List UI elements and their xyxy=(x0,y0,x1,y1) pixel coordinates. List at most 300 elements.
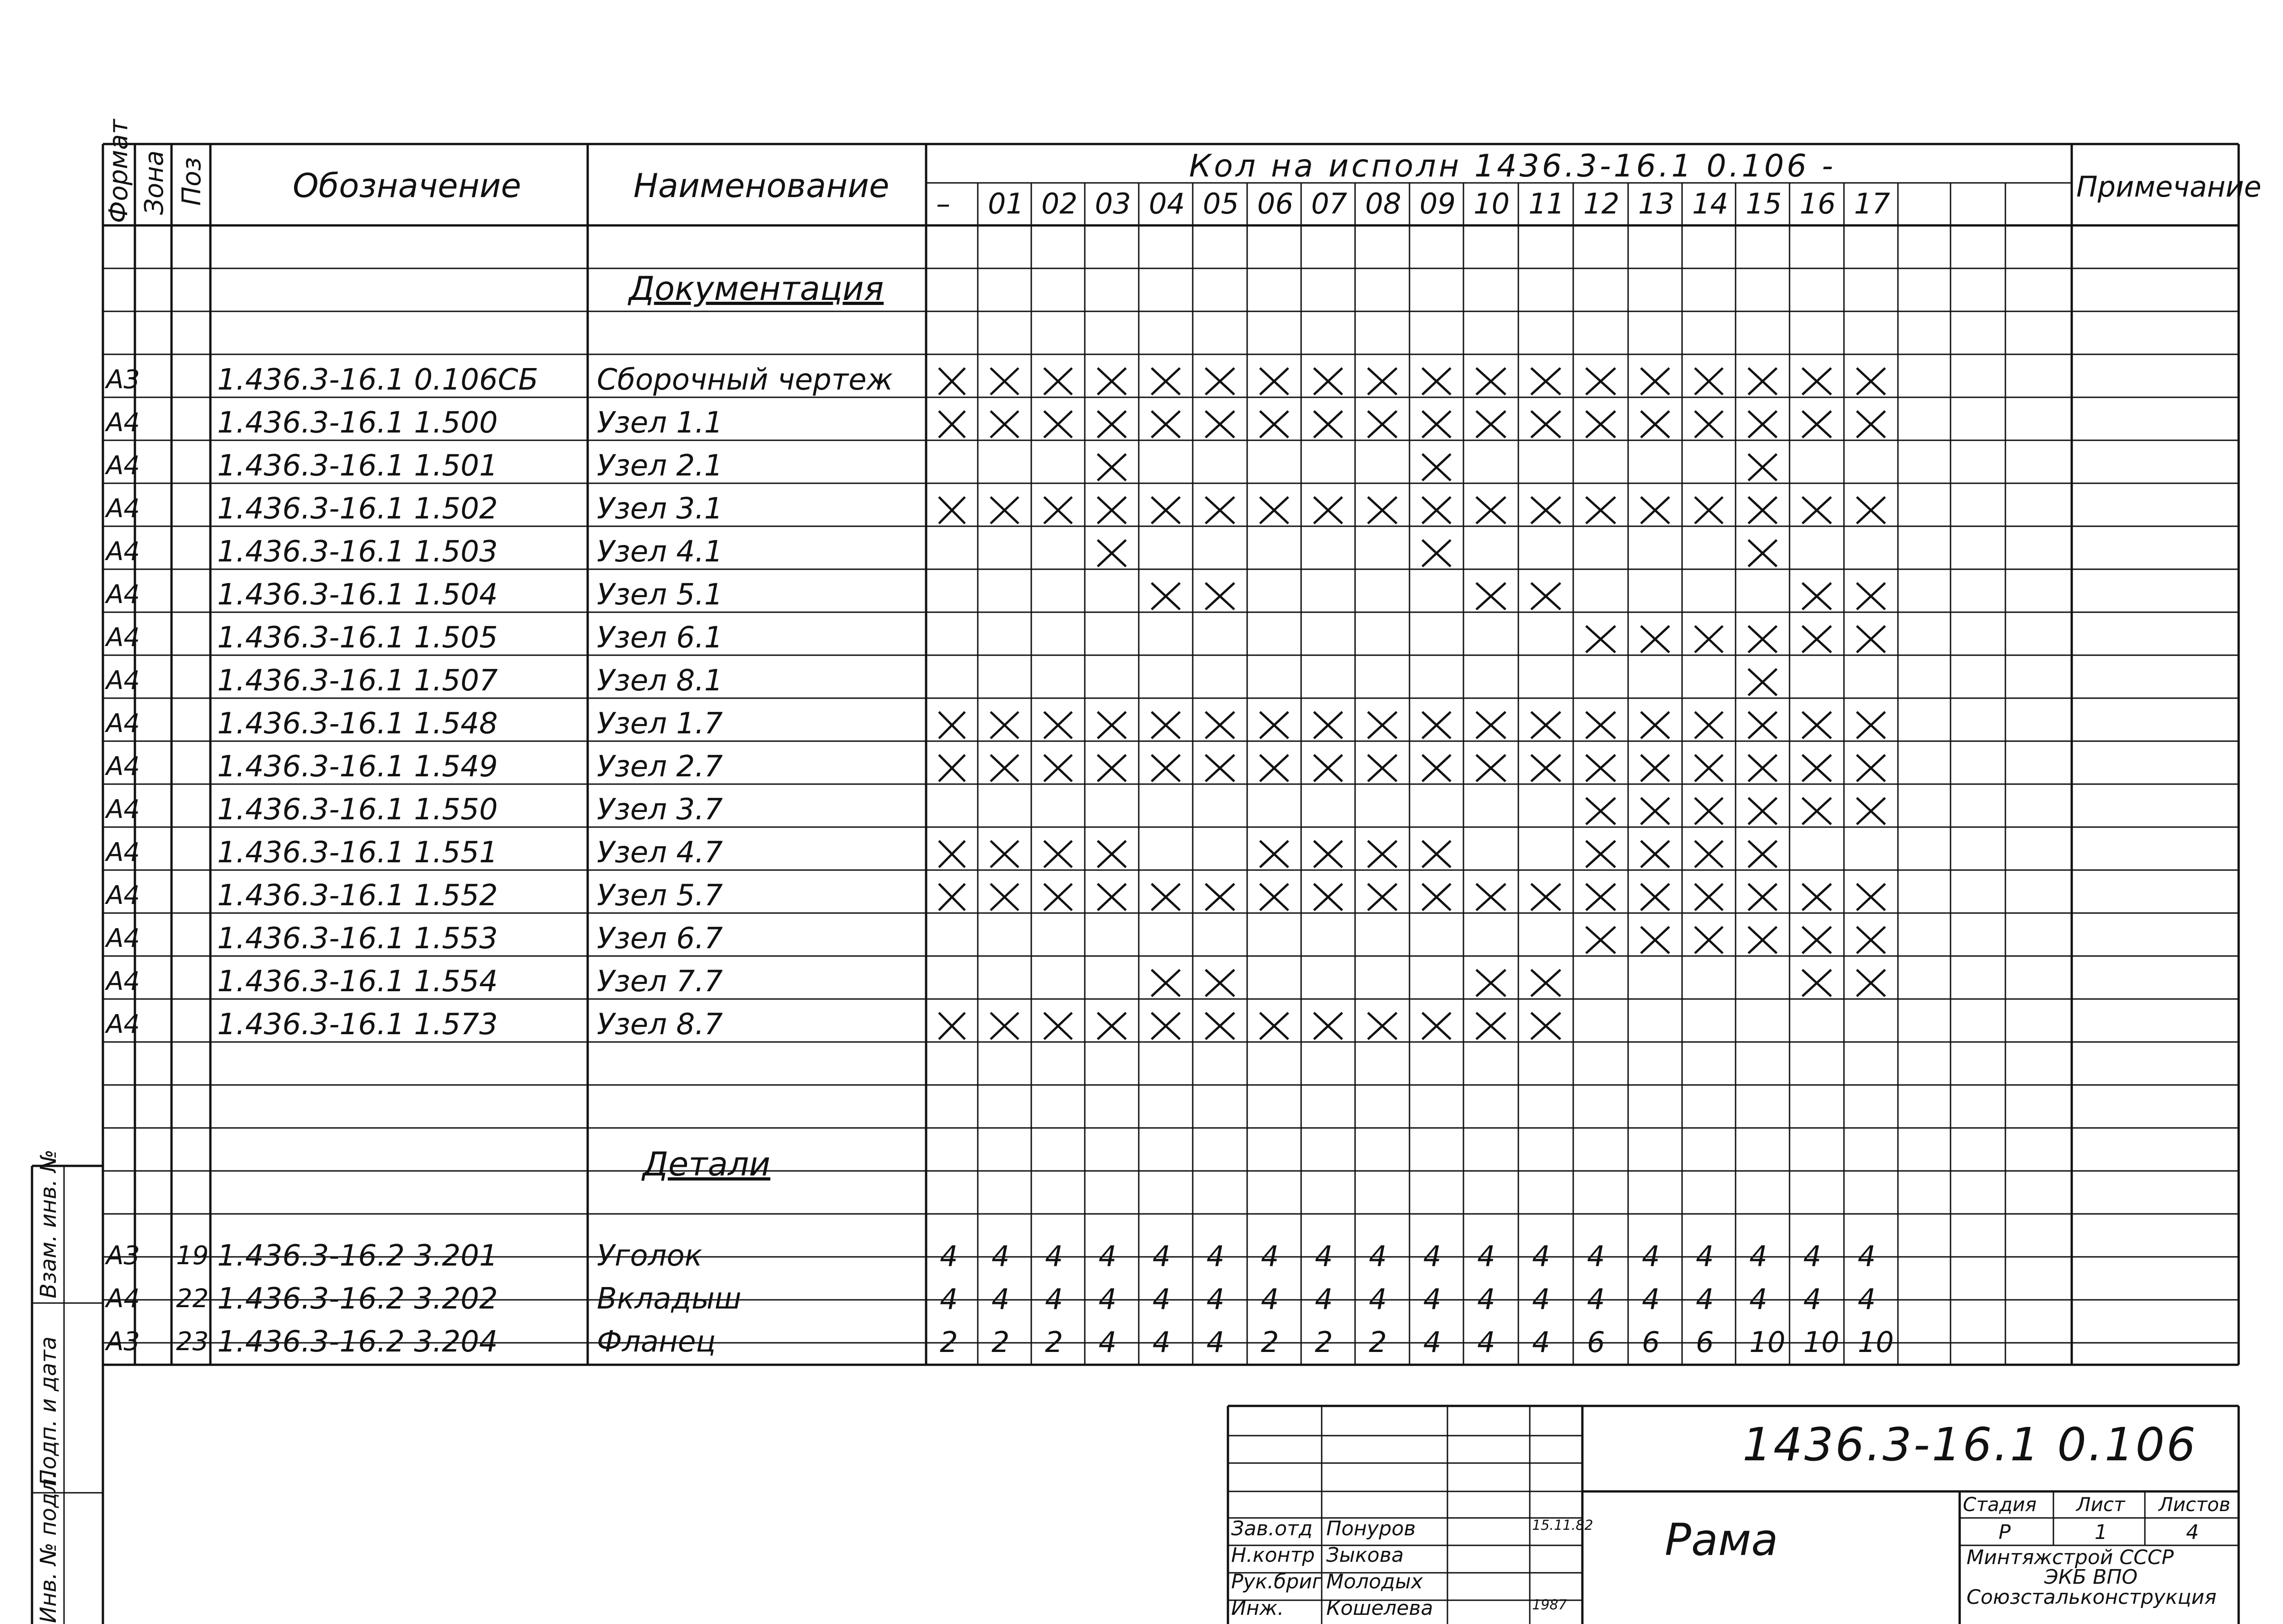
mark-x xyxy=(1422,454,1451,481)
header-name: Наименование xyxy=(633,166,890,205)
mark-x xyxy=(1641,841,1669,867)
signer-role: Рук.бриг xyxy=(1231,1570,1323,1593)
qty-cell: 4 xyxy=(1206,1282,1225,1316)
row-format: А3 xyxy=(106,1241,140,1271)
mark-x xyxy=(1368,712,1397,738)
qty-cell: 2 xyxy=(1315,1325,1333,1359)
qty-cell: 6 xyxy=(1696,1325,1714,1359)
qty-cell: 4 xyxy=(1369,1239,1387,1273)
row-name: Узел 6.1 xyxy=(597,621,723,655)
mark-x xyxy=(1695,626,1723,652)
mark-x xyxy=(1476,368,1506,395)
qty-cell: 4 xyxy=(1803,1282,1822,1316)
mark-x xyxy=(1802,626,1831,652)
mark-x xyxy=(1641,712,1669,738)
mark-x xyxy=(1260,884,1288,910)
mark-x xyxy=(1206,884,1234,910)
row-format: А4 xyxy=(106,666,140,695)
qty-cell: 4 xyxy=(1858,1239,1876,1273)
row-format: А4 xyxy=(106,924,140,953)
mark-x xyxy=(1260,841,1288,867)
mark-x xyxy=(1098,755,1126,781)
mark-x xyxy=(1531,970,1560,996)
row-format: А4 xyxy=(106,838,140,867)
row-designation: 1.436.3-16.1 1.504 xyxy=(217,578,498,612)
mark-x xyxy=(1260,712,1288,738)
row-format: А4 xyxy=(106,1284,140,1314)
mark-x xyxy=(1857,798,1885,824)
row-format: А4 xyxy=(106,881,140,910)
qty-cell: 4 xyxy=(991,1239,1010,1273)
org-line-3: Союзстальконструкция xyxy=(1967,1586,2217,1609)
row-designation: 1.436.3-16.1 1.550 xyxy=(217,793,498,827)
mark-x xyxy=(1476,970,1506,996)
mark-x xyxy=(1368,368,1397,395)
mark-x xyxy=(1641,927,1669,953)
row-format: А3 xyxy=(106,1327,140,1357)
signer-name: Молодых xyxy=(1326,1570,1423,1593)
stamp-replace-inv: Взам. инв. № xyxy=(36,1149,61,1298)
qty-cell: 4 xyxy=(1423,1239,1442,1273)
variant-header-2: 02 xyxy=(1041,187,1077,220)
qty-cell: 4 xyxy=(1423,1282,1442,1316)
mark-x xyxy=(1695,798,1723,824)
stamp-sign-date: Подп. и дата xyxy=(36,1336,61,1486)
mark-x xyxy=(1748,454,1777,481)
mark-x xyxy=(1422,841,1451,867)
mark-x xyxy=(1314,1013,1342,1039)
row-name: Узел 3.7 xyxy=(597,793,723,827)
mark-x xyxy=(1641,368,1669,395)
mark-x xyxy=(1314,712,1342,738)
signer-role: Н.контр xyxy=(1231,1544,1315,1567)
mark-x xyxy=(1531,411,1560,438)
stage-label: Стадия xyxy=(1963,1493,2037,1516)
signer-name: Понуров xyxy=(1326,1517,1416,1540)
mark-x xyxy=(1422,712,1451,738)
row-name: Узел 3.1 xyxy=(597,492,723,526)
mark-x xyxy=(1802,970,1831,996)
mark-x xyxy=(1152,368,1180,395)
row-name: Узел 1.7 xyxy=(597,707,723,741)
qty-cell: 4 xyxy=(1696,1282,1714,1316)
mark-x xyxy=(1098,841,1126,867)
mark-x xyxy=(1531,755,1560,781)
signer-role: Зав.отд xyxy=(1231,1517,1313,1540)
mark-x xyxy=(1152,497,1180,524)
qty-cell: 4 xyxy=(1477,1282,1495,1316)
row-designation: 1.436.3-16.1 1.501 xyxy=(217,449,498,483)
mark-x xyxy=(1260,368,1288,395)
mark-x xyxy=(1857,411,1885,438)
mark-x xyxy=(1206,755,1234,781)
mark-x xyxy=(1857,626,1885,652)
mark-x xyxy=(1476,712,1506,738)
row-designation: 1.436.3-16.1 1.573 xyxy=(217,1008,498,1042)
signer-date: 15.11.82 xyxy=(1532,1517,1593,1533)
qty-cell: 4 xyxy=(1803,1239,1822,1273)
mark-x xyxy=(1098,411,1126,438)
mark-x xyxy=(1152,884,1180,910)
mark-x xyxy=(991,1013,1018,1039)
row-format: А4 xyxy=(106,537,140,566)
mark-x xyxy=(1314,368,1342,395)
mark-x xyxy=(991,712,1018,738)
row-designation: 1.436.3-16.1 1.505 xyxy=(217,621,498,655)
qty-cell: 4 xyxy=(1045,1282,1063,1316)
row-name: Узел 6.7 xyxy=(597,922,723,956)
mark-x xyxy=(1476,497,1506,524)
mark-x xyxy=(1152,712,1180,738)
mark-x xyxy=(1368,497,1397,524)
row-designation: 1.436.3-16.1 1.553 xyxy=(217,922,498,956)
header-designation: Обозначение xyxy=(293,166,521,205)
mark-x xyxy=(1748,626,1777,652)
row-designation: 1.436.3-16.2 3.201 xyxy=(217,1239,498,1273)
row-designation: 1.436.3-16.1 1.551 xyxy=(217,836,498,870)
variant-header-11: 11 xyxy=(1528,187,1565,220)
mark-x xyxy=(1476,1013,1506,1039)
mark-x xyxy=(1422,884,1451,910)
qty-cell: 4 xyxy=(1315,1282,1333,1316)
row-designation: 1.436.3-16.1 1.549 xyxy=(217,750,498,784)
mark-x xyxy=(1695,368,1723,395)
mark-x xyxy=(1857,583,1885,609)
mark-x xyxy=(1531,583,1560,609)
mark-x xyxy=(1857,712,1885,738)
mark-x xyxy=(1586,798,1615,824)
header-pos: Поз xyxy=(177,157,207,206)
mark-x xyxy=(1586,712,1615,738)
mark-x xyxy=(1531,1013,1560,1039)
qty-cell: 4 xyxy=(1369,1282,1387,1316)
mark-x xyxy=(1641,411,1669,438)
qty-cell: 4 xyxy=(1315,1239,1333,1273)
section-documentation: Документация xyxy=(629,269,884,308)
mark-x xyxy=(1044,1013,1072,1039)
qty-cell: 4 xyxy=(1642,1239,1660,1273)
row-name: Узел 2.1 xyxy=(597,449,723,483)
mark-x xyxy=(1044,755,1072,781)
mark-x xyxy=(1152,1013,1180,1039)
org-line-2: ЭКБ ВПО xyxy=(2044,1565,2138,1589)
variant-header-0: – xyxy=(936,187,950,220)
variant-header-9: 09 xyxy=(1420,187,1456,220)
mark-x xyxy=(1695,411,1723,438)
mark-x xyxy=(1314,497,1342,524)
mark-x xyxy=(1748,884,1777,910)
qty-cell: 4 xyxy=(1532,1325,1550,1359)
variant-header-1: 01 xyxy=(988,187,1024,220)
mark-x xyxy=(1748,798,1777,824)
qty-cell: 4 xyxy=(1696,1239,1714,1273)
row-designation: 1.436.3-16.2 3.202 xyxy=(217,1282,498,1316)
mark-x xyxy=(939,884,965,910)
mark-x xyxy=(1641,798,1669,824)
mark-x xyxy=(1802,583,1831,609)
mark-x xyxy=(1098,540,1126,566)
mark-x xyxy=(1098,712,1126,738)
row-name: Узел 8.1 xyxy=(597,664,723,698)
mark-x xyxy=(1152,755,1180,781)
row-name: Узел 2.7 xyxy=(597,750,723,784)
qty-cell: 10 xyxy=(1803,1325,1839,1359)
sheet-label: Лист xyxy=(2076,1493,2125,1516)
mark-x xyxy=(991,841,1018,867)
row-name: Узел 1.1 xyxy=(597,406,723,440)
qty-cell: 4 xyxy=(1261,1282,1279,1316)
variant-header-17: 17 xyxy=(1854,187,1890,220)
qty-cell: 2 xyxy=(1045,1325,1063,1359)
qty-cell: 2 xyxy=(991,1325,1010,1359)
qty-cell: 4 xyxy=(1261,1239,1279,1273)
mark-x xyxy=(939,1013,965,1039)
qty-cell: 4 xyxy=(1152,1282,1171,1316)
signer-name: Кошелева xyxy=(1326,1597,1433,1620)
mark-x xyxy=(1098,1013,1126,1039)
mark-x xyxy=(1748,540,1777,566)
variant-header-3: 03 xyxy=(1095,187,1131,220)
stamp-inv-original: Инв. № подл. xyxy=(36,1471,61,1623)
row-designation: 1.436.3-16.1 1.507 xyxy=(217,664,498,698)
mark-x xyxy=(1314,841,1342,867)
qty-cell: 4 xyxy=(1749,1239,1768,1273)
variant-header-4: 04 xyxy=(1149,187,1185,220)
mark-x xyxy=(1206,970,1234,996)
mark-x xyxy=(1531,497,1560,524)
mark-x xyxy=(1152,411,1180,438)
mark-x xyxy=(1044,841,1072,867)
mark-x xyxy=(1802,884,1831,910)
mark-x xyxy=(1695,755,1723,781)
variant-header-15: 15 xyxy=(1746,187,1782,220)
row-name: Узел 4.1 xyxy=(597,535,723,569)
mark-x xyxy=(1857,755,1885,781)
sheet-value: 1 xyxy=(2095,1521,2107,1544)
mark-x xyxy=(1206,368,1234,395)
mark-x xyxy=(1802,712,1831,738)
mark-x xyxy=(1422,540,1451,566)
mark-x xyxy=(1044,411,1072,438)
mark-x xyxy=(1802,368,1831,395)
mark-x xyxy=(1206,497,1234,524)
mark-x xyxy=(1368,841,1397,867)
mark-x xyxy=(1476,884,1506,910)
mark-x xyxy=(1044,712,1072,738)
row-name: Узел 4.7 xyxy=(597,836,723,870)
mark-x xyxy=(1260,497,1288,524)
variant-header-13: 13 xyxy=(1638,187,1674,220)
qty-cell: 4 xyxy=(1587,1282,1605,1316)
mark-x xyxy=(1857,970,1885,996)
mark-x xyxy=(1260,755,1288,781)
mark-x xyxy=(1098,368,1126,395)
mark-x xyxy=(939,755,965,781)
mark-x xyxy=(1748,927,1777,953)
qty-cell: 4 xyxy=(1858,1282,1876,1316)
qty-cell: 4 xyxy=(1206,1325,1225,1359)
mark-x xyxy=(1586,755,1615,781)
mark-x xyxy=(1586,626,1615,652)
row-pos: 23 xyxy=(176,1327,209,1357)
row-format: А3 xyxy=(106,365,140,395)
qty-cell: 6 xyxy=(1587,1325,1605,1359)
mark-x xyxy=(1641,755,1669,781)
header-zone: Зона xyxy=(139,150,169,215)
variant-header-14: 14 xyxy=(1692,187,1728,220)
qty-cell: 4 xyxy=(991,1282,1010,1316)
mark-x xyxy=(939,368,965,395)
variant-header-8: 08 xyxy=(1365,187,1401,220)
mark-x xyxy=(1748,411,1777,438)
mark-x xyxy=(1586,884,1615,910)
mark-x xyxy=(1098,884,1126,910)
row-format: А4 xyxy=(106,580,140,609)
mark-x xyxy=(1314,884,1342,910)
mark-x xyxy=(1531,712,1560,738)
row-designation: 1.436.3-16.1 1.503 xyxy=(217,535,498,569)
mark-x xyxy=(1802,798,1831,824)
row-format: А4 xyxy=(106,795,140,824)
qty-cell: 4 xyxy=(1152,1325,1171,1359)
section-parts: Детали xyxy=(643,1145,771,1183)
row-name: Узел 8.7 xyxy=(597,1008,723,1042)
mark-x xyxy=(1857,497,1885,524)
mark-x xyxy=(1802,497,1831,524)
qty-cell: 6 xyxy=(1642,1325,1660,1359)
mark-x xyxy=(1368,411,1397,438)
qty-cell: 4 xyxy=(1423,1325,1442,1359)
mark-x xyxy=(1531,884,1560,910)
qty-cell: 4 xyxy=(1587,1239,1605,1273)
mark-x xyxy=(1641,497,1669,524)
signer-date: 1987 xyxy=(1532,1597,1567,1613)
mark-x xyxy=(1748,669,1777,695)
qty-cell: 4 xyxy=(1099,1282,1117,1316)
mark-x xyxy=(1044,497,1072,524)
qty-cell: 4 xyxy=(940,1282,958,1316)
header-note: Примечание xyxy=(2076,170,2262,203)
qty-cell: 10 xyxy=(1749,1325,1785,1359)
variant-header-16: 16 xyxy=(1800,187,1836,220)
mark-x xyxy=(1695,884,1723,910)
mark-x xyxy=(1695,841,1723,867)
mark-x xyxy=(991,755,1018,781)
row-format: А4 xyxy=(106,1010,140,1039)
row-format: А4 xyxy=(106,494,140,524)
mark-x xyxy=(1695,712,1723,738)
mark-x xyxy=(1748,712,1777,738)
sheets-label: Листов xyxy=(2159,1493,2230,1516)
signer-name: Зыкова xyxy=(1326,1544,1404,1567)
qty-cell: 2 xyxy=(1261,1325,1279,1359)
mark-x xyxy=(1802,755,1831,781)
row-pos: 22 xyxy=(176,1284,209,1314)
mark-x xyxy=(1422,755,1451,781)
mark-x xyxy=(1857,368,1885,395)
qty-cell: 4 xyxy=(1206,1239,1225,1273)
mark-x xyxy=(1206,712,1234,738)
mark-x xyxy=(1857,884,1885,910)
qty-cell: 4 xyxy=(1152,1239,1171,1273)
mark-x xyxy=(1748,755,1777,781)
mark-x xyxy=(1098,497,1126,524)
row-format: А4 xyxy=(106,709,140,738)
mark-x xyxy=(1044,884,1072,910)
mark-x xyxy=(1586,841,1615,867)
row-format: А4 xyxy=(106,752,140,781)
mark-x xyxy=(1368,884,1397,910)
mark-x xyxy=(1314,755,1342,781)
row-designation: 1.436.3-16.1 1.554 xyxy=(217,965,498,999)
mark-x xyxy=(939,712,965,738)
doc-number: 1436.3-16.1 0.106 xyxy=(1742,1418,2197,1471)
qty-cell: 4 xyxy=(1532,1239,1550,1273)
qty-cell: 4 xyxy=(1477,1239,1495,1273)
qty-cell: 2 xyxy=(1369,1325,1387,1359)
variant-header-5: 05 xyxy=(1203,187,1239,220)
row-name: Узел 5.7 xyxy=(597,879,723,913)
mark-x xyxy=(1314,411,1342,438)
row-designation: 1.436.3-16.1 1.500 xyxy=(217,406,498,440)
qty-cell: 4 xyxy=(1045,1239,1063,1273)
row-format: А4 xyxy=(106,408,140,438)
qty-cell: 4 xyxy=(1477,1325,1495,1359)
row-name: Сборочный чертеж xyxy=(597,363,893,397)
qty-cell: 4 xyxy=(940,1239,958,1273)
mark-x xyxy=(1206,1013,1234,1039)
row-designation: 1.436.3-16.1 1.552 xyxy=(217,879,498,913)
qty-cell: 4 xyxy=(1099,1239,1117,1273)
mark-x xyxy=(939,841,965,867)
row-format: А4 xyxy=(106,451,140,481)
mark-x xyxy=(939,497,965,524)
variant-header-6: 06 xyxy=(1257,187,1293,220)
mark-x xyxy=(1857,927,1885,953)
qty-cell: 4 xyxy=(1749,1282,1768,1316)
mark-x xyxy=(1695,927,1723,953)
row-name: Узел 7.7 xyxy=(597,965,723,999)
mark-x xyxy=(1641,626,1669,652)
row-designation: 1.436.3-16.1 1.502 xyxy=(217,492,498,526)
mark-x xyxy=(1476,411,1506,438)
row-designation: 1.436.3-16.1 1.548 xyxy=(217,707,498,741)
mark-x xyxy=(1802,411,1831,438)
mark-x xyxy=(1586,497,1615,524)
mark-x xyxy=(1044,368,1072,395)
row-pos: 19 xyxy=(176,1241,209,1271)
signer-role: Инж. xyxy=(1231,1597,1284,1620)
qty-cell: 4 xyxy=(1642,1282,1660,1316)
mark-x xyxy=(1152,583,1180,609)
mark-x xyxy=(1260,411,1288,438)
mark-x xyxy=(991,884,1018,910)
stage-value: Р xyxy=(1999,1521,2011,1544)
mark-x xyxy=(1695,497,1723,524)
row-format: А4 xyxy=(106,967,140,996)
mark-x xyxy=(1476,583,1506,609)
sheets-value: 4 xyxy=(2186,1521,2199,1544)
mark-x xyxy=(1260,1013,1288,1039)
org-line-1: Минтяжстрой СССР xyxy=(1967,1546,2174,1569)
mark-x xyxy=(991,411,1018,438)
mark-x xyxy=(1422,411,1451,438)
mark-x xyxy=(1586,927,1615,953)
qty-cell: 10 xyxy=(1858,1325,1894,1359)
mark-x xyxy=(1531,368,1560,395)
mark-x xyxy=(1748,368,1777,395)
variant-header-12: 12 xyxy=(1583,187,1619,220)
